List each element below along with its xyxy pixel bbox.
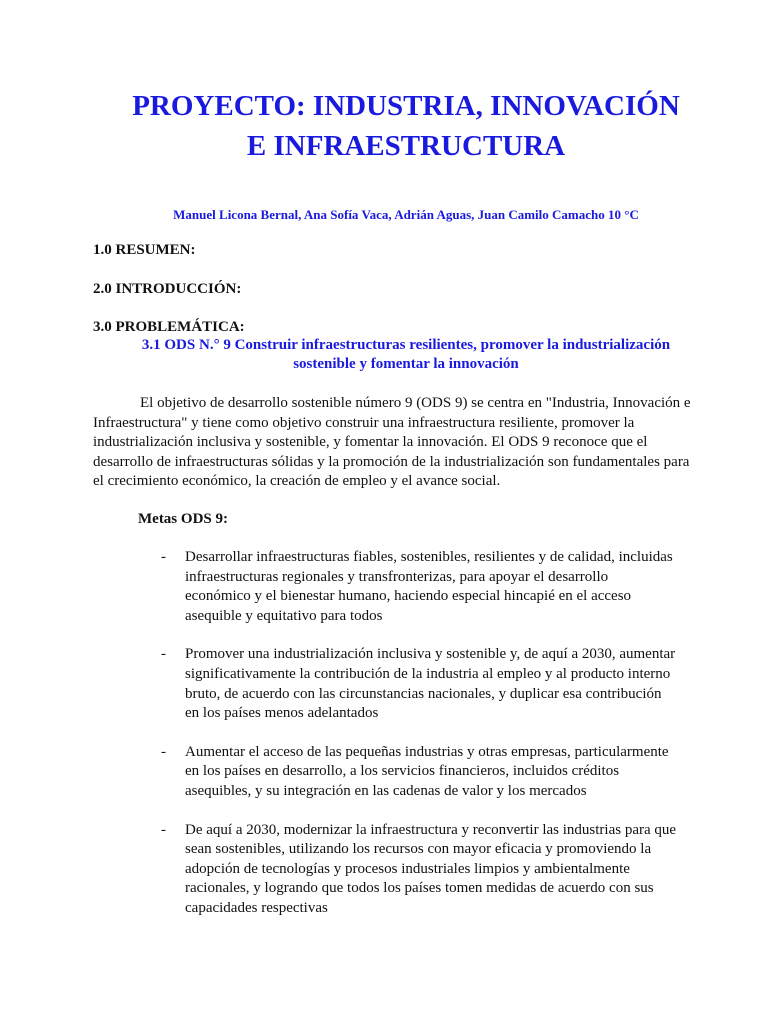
goal-text: Aumentar el acceso de las pequeñas industrias y otras empresas, particularmente en los países en desarrollo, a los servicios financieros, incluidos créditos asequibles, y su integración en las cadenas de valor y los mercados [185,743,669,799]
subsection-title: 3.1 ODS N.° 9 Construir infraestructuras resilientes, promover la industrialización sostenible y fomentar la innovación [141,337,671,372]
bullet-dash: - [161,743,166,760]
goal-text: De aquí a 2030, modernizar la infraestructura y reconvertir las industrias para que sean sostenibles, utilizando los recursos con mayor eficacia y promoviendo la adopción de tecnologías y procesos industriales limpios y ambientalmente racionales, y logrando que todos los países tomen medidas de acuerdo con sus capacidades respectivas [185,821,677,916]
goal-text: Promover una industrialización inclusiva y sostenible y, de aquí a 2030, aumentar significativamente la contribución de la industria al empleo y al producto interno bruto, de acuerdo con las circunstancias nacionales, y duplicar esa contribución en los países menos adelantados [185,646,676,722]
section-heading-introduccion: 2.0 INTRODUCCIÓN: [93,281,242,297]
section-heading-problematica: 3.0 PROBLEMÁTICA: [93,319,245,335]
goal-text: Desarrollar infraestructuras fiables, sostenibles, resilientes y de calidad, incluidas infraestructuras regionales y transfronterizas, para apoyar el desarrollo económico y el bienestar humano, haciendo especial hincapié en el acceso asequible y equitativo para todos [185,549,673,624]
list-item [0,743,768,802]
bullet-dash: - [161,821,166,838]
document-title: PROYECTO: INDUSTRIA, INNOVACIÓN E INFRAESTRUCTURA [132,90,680,162]
section-heading-resumen: 1.0 RESUMEN: [93,242,196,258]
intro-paragraph: El objetivo de desarrollo sostenible número 9 (ODS 9) se centra en "Industria, Innovación e Infraestructura" y tiene como objetivo construir una infraestructura resiliente, promover la industrialización inclusiva y sostenible, y fomentar la innovación. El ODS 9 reconoce que el desarrollo de infraestructuras sólidas y la promoción de la industrialización son fundamentales para el crecimiento económico, la creación de empleo y el avance social. [93,395,691,490]
metas-label: Metas ODS 9: [138,511,228,527]
authors-line: Manuel Licona Bernal, Ana Sofía Vaca, Adrián Aguas, Juan Camilo Camacho 10 °C [173,207,639,222]
bullet-dash: - [161,646,166,663]
list-item [0,645,768,723]
bullet-dash: - [161,549,166,565]
goals-list [0,548,768,938]
list-item [0,548,768,626]
list-item [0,821,768,919]
